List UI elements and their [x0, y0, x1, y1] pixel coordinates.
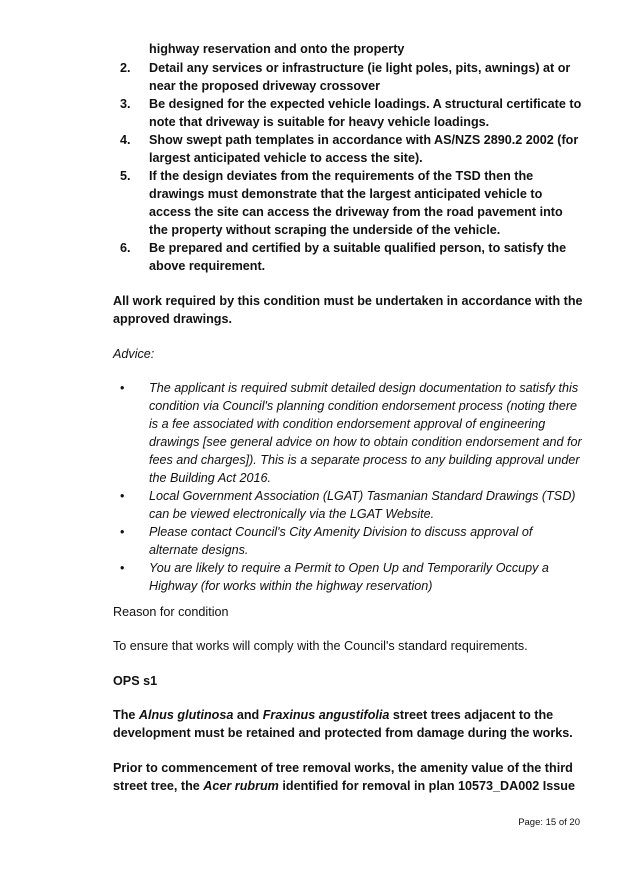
- list-item-line: Be designed for the expected vehicle loadings. A structural certificate to: [149, 97, 582, 111]
- list-item-line: drawings must demonstrate that the largest anticipated vehicle to: [149, 187, 543, 201]
- species-name: Acer rubrum: [203, 779, 279, 793]
- list-item-line: If the design deviates from the requirements of the TSD then the: [149, 169, 534, 183]
- species-name: Fraxinus angustifolia: [262, 708, 390, 722]
- advice-line: You are likely to require a Permit to Open Up and Temporarily Occupy a: [149, 561, 549, 575]
- text-run: and: [233, 708, 263, 722]
- list-number: 2.: [120, 61, 131, 75]
- ops-paragraph-1-line: development must be retained and protected from damage during the works.: [113, 726, 573, 740]
- species-name: Alnus glutinosa: [138, 708, 234, 722]
- list-item-line: the property without scraping the underside of the vehicle.: [149, 223, 501, 237]
- list-number: 6.: [120, 241, 131, 255]
- advice-line: condition via Council's planning condition endorsement process (noting there: [149, 399, 578, 413]
- list-number: 3.: [120, 97, 131, 111]
- ops-paragraph-2-line: [113, 777, 575, 795]
- advice-line: drawings [see general advice on how to obtain condition endorsement and for: [149, 435, 582, 449]
- list-item-line: largest anticipated vehicle to access the site).: [149, 151, 423, 165]
- list-item-line: Show swept path templates in accordance with AS/NZS 2890.2 2002 (for: [149, 133, 579, 147]
- bullet-icon: •: [120, 525, 125, 539]
- ops-heading: OPS s1: [113, 674, 158, 688]
- list-item-line: Detail any services or infrastructure (ie light poles, pits, awnings) at or: [149, 61, 571, 75]
- list-item-line: near the proposed driveway crossover: [149, 79, 380, 93]
- list-item-line: Be prepared and certified by a suitable qualified person, to satisfy the: [149, 241, 567, 255]
- list-item-line: above requirement.: [149, 259, 266, 273]
- advice-line: the Building Act 2016.: [149, 471, 272, 485]
- list-continuation: highway reservation and onto the property: [149, 42, 405, 56]
- bullet-icon: •: [120, 561, 125, 575]
- reason-text: To ensure that works will comply with the Council's standard requirements.: [113, 639, 528, 653]
- ops-paragraph-1-line: [113, 706, 553, 724]
- advice-line: The applicant is required submit detailed design documentation to satisfy this: [149, 381, 579, 395]
- condition-note-line: approved drawings.: [113, 312, 232, 326]
- text-run: The: [113, 708, 139, 722]
- advice-line: can be viewed electronically via the LGAT Website.: [149, 507, 435, 521]
- text-run: identified for removal in plan 10573_DA002 Issue: [278, 779, 575, 793]
- ops-paragraph-2-line: Prior to commencement of tree removal works, the amenity value of the third: [113, 761, 573, 775]
- list-item-line: note that driveway is suitable for heavy vehicle loadings.: [149, 115, 490, 129]
- list-item-line: access the site can access the driveway from the road pavement into: [149, 205, 563, 219]
- bullet-icon: •: [120, 381, 125, 395]
- advice-label: Advice:: [113, 347, 155, 361]
- page-number: Page: 15 of 20: [518, 817, 580, 828]
- reason-label: Reason for condition: [113, 605, 229, 619]
- advice-line: Highway (for works within the highway reservation): [149, 579, 433, 593]
- advice-line: alternate designs.: [149, 543, 249, 557]
- advice-line: is a fee associated with condition endorsement approval of engineering: [149, 417, 546, 431]
- text-run: street trees adjacent to the: [389, 708, 554, 722]
- bullet-icon: •: [120, 489, 125, 503]
- advice-line: Local Government Association (LGAT) Tasmanian Standard Drawings (TSD): [149, 489, 576, 503]
- condition-note-line: All work required by this condition must be undertaken in accordance with the: [113, 294, 583, 308]
- text-run: street tree, the: [113, 779, 204, 793]
- advice-line: fees and charges]). This is a separate process to any building approval under: [149, 453, 580, 467]
- list-number: 4.: [120, 133, 131, 147]
- advice-line: Please contact Council's City Amenity Division to discuss approval of: [149, 525, 533, 539]
- list-number: 5.: [120, 169, 131, 183]
